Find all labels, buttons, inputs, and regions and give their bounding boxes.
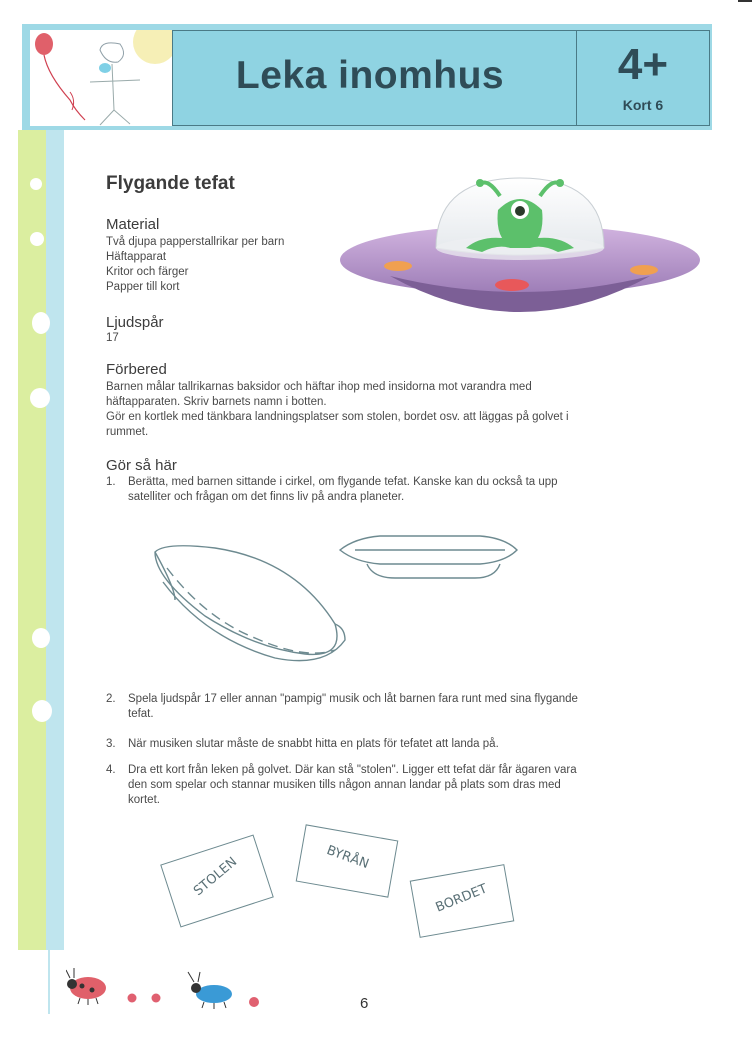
card-text: BYRÅN bbox=[324, 843, 371, 873]
card-text: BORDET bbox=[433, 881, 490, 916]
card-label: Kort 6 bbox=[622, 97, 664, 113]
step-number: 3. bbox=[106, 738, 116, 750]
card-sketch bbox=[296, 824, 399, 897]
activity-heading: Flygande tefat bbox=[106, 173, 235, 194]
step-line: den som spelar och stannar musiken tills någon annan landar på plats som dras med bbox=[128, 779, 561, 791]
ufo-illustration bbox=[330, 168, 700, 333]
instructions-heading: Gör så här bbox=[106, 457, 177, 474]
punch-hole bbox=[30, 232, 44, 246]
card-text: STOLEN bbox=[191, 854, 241, 900]
forbered-line: Gör en kortlek med tänkbara landningsplatser som stolen, bordet osv. att läggas på golvet i bbox=[106, 411, 569, 423]
beetle-icon bbox=[188, 972, 232, 1009]
material-heading: Material bbox=[106, 216, 160, 233]
ljudspar-heading: Ljudspår bbox=[106, 314, 164, 331]
instruction-step bbox=[106, 737, 666, 753]
ladybug-icon bbox=[66, 968, 106, 1005]
plate-sketches bbox=[145, 528, 525, 678]
punch-hole bbox=[32, 700, 52, 722]
forbered-line: Barnen målar tallrikarnas baksidor och häftar ihop med insidorna mot varandra med bbox=[106, 381, 532, 393]
scan-mark bbox=[738, 0, 752, 2]
age-label: 4+ bbox=[617, 40, 669, 89]
page-number: 6 bbox=[360, 995, 369, 1012]
punch-hole bbox=[32, 312, 50, 334]
material-item: Kritor och färger bbox=[106, 266, 189, 278]
step-line: tefat. bbox=[128, 708, 154, 720]
decorative-strip-line bbox=[48, 950, 50, 1014]
material-item: Papper till kort bbox=[106, 281, 180, 293]
step-number: 2. bbox=[106, 693, 116, 705]
forbered-text bbox=[106, 380, 666, 440]
instruction-step bbox=[106, 475, 666, 507]
instruction-step bbox=[106, 692, 666, 724]
step-line: satelliter och frågan om det finns liv på andra planeter. bbox=[128, 491, 405, 503]
decorative-strip-blue bbox=[46, 130, 64, 950]
bug-decoration bbox=[66, 966, 266, 1010]
step-line: kortet. bbox=[128, 794, 160, 806]
step-line: Dra ett kort från leken på golvet. Där kan stå "stolen". Ligger ett tefat där får ägaren vara bbox=[128, 764, 577, 776]
card-sketch bbox=[160, 834, 274, 927]
step-line: När musiken slutar måste de snabbt hitta en plats för tefatet att landa på. bbox=[128, 738, 499, 750]
step-number: 1. bbox=[106, 476, 116, 488]
forbered-line: häftapparaten. Skriv barnets namn i botten. bbox=[106, 396, 327, 408]
punch-hole bbox=[30, 178, 42, 190]
forbered-heading: Förbered bbox=[106, 361, 167, 378]
ljudspar-value: 17 bbox=[106, 332, 119, 344]
material-list bbox=[106, 235, 284, 295]
forbered-line: rummet. bbox=[106, 426, 149, 438]
child-drawing bbox=[30, 30, 173, 126]
instruction-step bbox=[106, 763, 666, 811]
step-number: 4. bbox=[106, 764, 116, 776]
punch-hole bbox=[30, 388, 50, 408]
page-title: Leka inomhus bbox=[235, 54, 505, 97]
step-line: Berätta, med barnen sittande i cirkel, om flygande tefat. Kanske kan du också ta upp bbox=[128, 476, 558, 488]
material-item: Två djupa papperstallrikar per barn bbox=[106, 236, 285, 248]
card-sketch bbox=[410, 864, 515, 938]
step-line: Spela ljudspår 17 eller annan "pampig" musik och låt barnen fara runt med sina flygande bbox=[128, 693, 578, 705]
material-item: Häftapparat bbox=[106, 251, 167, 263]
punch-hole bbox=[32, 628, 50, 648]
